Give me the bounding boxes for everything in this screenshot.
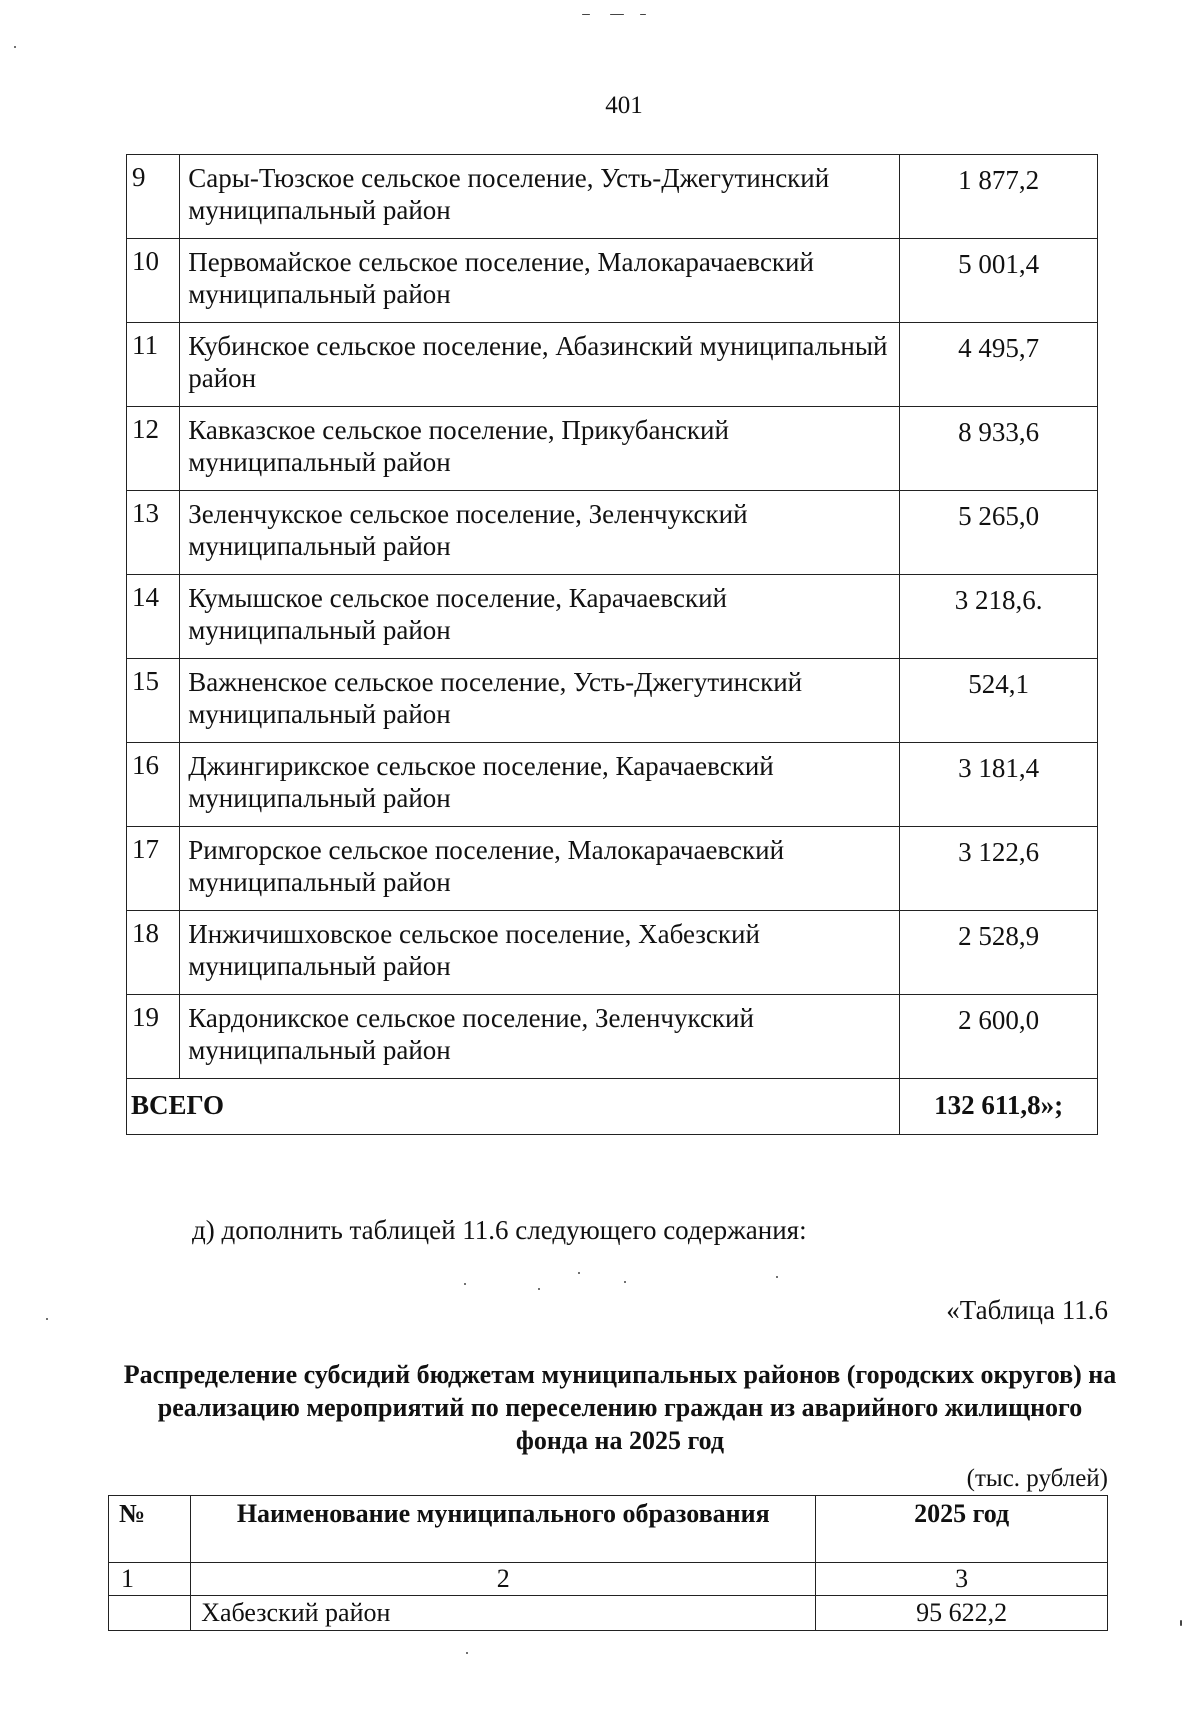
subsidy-amount: 3 218,6.: [900, 575, 1098, 659]
table-row: [127, 911, 1098, 995]
amendment-instruction: д) дополнить таблицей 11.6 следующего содержания:: [192, 1215, 807, 1245]
subsidy-amount: 2 600,0: [900, 995, 1098, 1079]
subsidy-amount: 2 528,9: [900, 911, 1098, 995]
scan-speck: [624, 1281, 626, 1283]
column-number-row: [109, 1563, 1108, 1596]
scan-speck: [464, 1283, 466, 1285]
row-number: 14: [127, 575, 180, 659]
column-number: 3: [816, 1563, 1108, 1596]
table-11-6: [108, 1495, 1108, 1631]
subsidy-amount: 4 495,7: [900, 323, 1098, 407]
page-number: 401: [605, 92, 643, 119]
table-row: [127, 407, 1098, 491]
scan-speck: [1180, 1620, 1182, 1626]
row-number: [109, 1596, 191, 1631]
subsidy-table-continued: [126, 154, 1098, 1135]
settlement-name: Первомайское сельское поселение, Малокарачаевский муниципальный район: [180, 239, 900, 323]
row-number: 15: [127, 659, 180, 743]
row-number: 18: [127, 911, 180, 995]
scan-speck: [466, 1652, 468, 1654]
total-label: ВСЕГО: [127, 1079, 900, 1135]
table-row: [127, 995, 1098, 1079]
settlement-name: Джингирикское сельское поселение, Карачаевский муниципальный район: [180, 743, 900, 827]
scan-speck: [776, 1276, 778, 1278]
table-row: [127, 659, 1098, 743]
column-number: 1: [109, 1563, 191, 1596]
header-name: Наименование муниципального образования: [191, 1496, 816, 1563]
header-number: №: [109, 1496, 191, 1563]
scan-speck: [578, 1272, 580, 1274]
settlement-name: Кумышское сельское поселение, Карачаевский муниципальный район: [180, 575, 900, 659]
row-number: 10: [127, 239, 180, 323]
total-amount: 132 611,8»;: [900, 1079, 1098, 1135]
scan-speck: [582, 14, 590, 15]
subsidy-amount: 5 001,4: [900, 239, 1098, 323]
settlement-name: Кардоникское сельское поселение, Зеленчукский муниципальный район: [180, 995, 900, 1079]
table-row: [127, 491, 1098, 575]
table-row: [127, 575, 1098, 659]
subsidy-amount: 524,1: [900, 659, 1098, 743]
scan-speck: [14, 46, 16, 48]
subsidy-amount: 8 933,6: [900, 407, 1098, 491]
subsidy-amount: 3 122,6: [900, 827, 1098, 911]
row-number: 11: [127, 323, 180, 407]
row-number: 13: [127, 491, 180, 575]
settlement-name: Важненское сельское поселение, Усть-Джегутинский муниципальный район: [180, 659, 900, 743]
table-row: [127, 743, 1098, 827]
subsidy-amount: 1 877,2: [900, 155, 1098, 239]
row-number: 19: [127, 995, 180, 1079]
table-row: [127, 827, 1098, 911]
district-name: Хабезский район: [191, 1596, 816, 1631]
subsidy-amount: 95 622,2: [816, 1596, 1108, 1631]
row-number: 12: [127, 407, 180, 491]
total-row: [127, 1079, 1098, 1135]
scan-speck: [538, 1288, 540, 1290]
subsidy-amount: 5 265,0: [900, 491, 1098, 575]
settlement-name: Сары-Тюзское сельское поселение, Усть-Джегутинский муниципальный район: [180, 155, 900, 239]
scan-speck: [640, 14, 646, 15]
table-row: [109, 1596, 1108, 1631]
header-year: 2025 год: [816, 1496, 1108, 1563]
subsidy-amount: 3 181,4: [900, 743, 1098, 827]
settlement-name: Инжичишховское сельское поселение, Хабезский муниципальный район: [180, 911, 900, 995]
table-row: [127, 155, 1098, 239]
table-header-row: [109, 1496, 1108, 1563]
settlement-name: Кавказское сельское поселение, Прикубанский муниципальный район: [180, 407, 900, 491]
table-row: [127, 323, 1098, 407]
row-number: 16: [127, 743, 180, 827]
table-row: [127, 239, 1098, 323]
row-number: 9: [127, 155, 180, 239]
scan-speck: [610, 14, 624, 15]
table-label: «Таблица 11.6: [946, 1295, 1108, 1325]
scan-speck: [46, 1318, 48, 1320]
units-note: (тыс. рублей): [966, 1465, 1108, 1492]
settlement-name: Зеленчукское сельское поселение, Зеленчукский муниципальный район: [180, 491, 900, 575]
settlement-name: Кубинское сельское поселение, Абазинский муниципальный район: [180, 323, 900, 407]
table-title: Распределение субсидий бюджетам муниципальных районов (городских округов) на реализацию мероприятий по переселению граждан из аварийного жилищного фонда на 2025 год: [123, 1360, 1117, 1455]
settlement-name: Римгорское сельское поселение, Малокарачаевский муниципальный район: [180, 827, 900, 911]
column-number: 2: [191, 1563, 816, 1596]
row-number: 17: [127, 827, 180, 911]
